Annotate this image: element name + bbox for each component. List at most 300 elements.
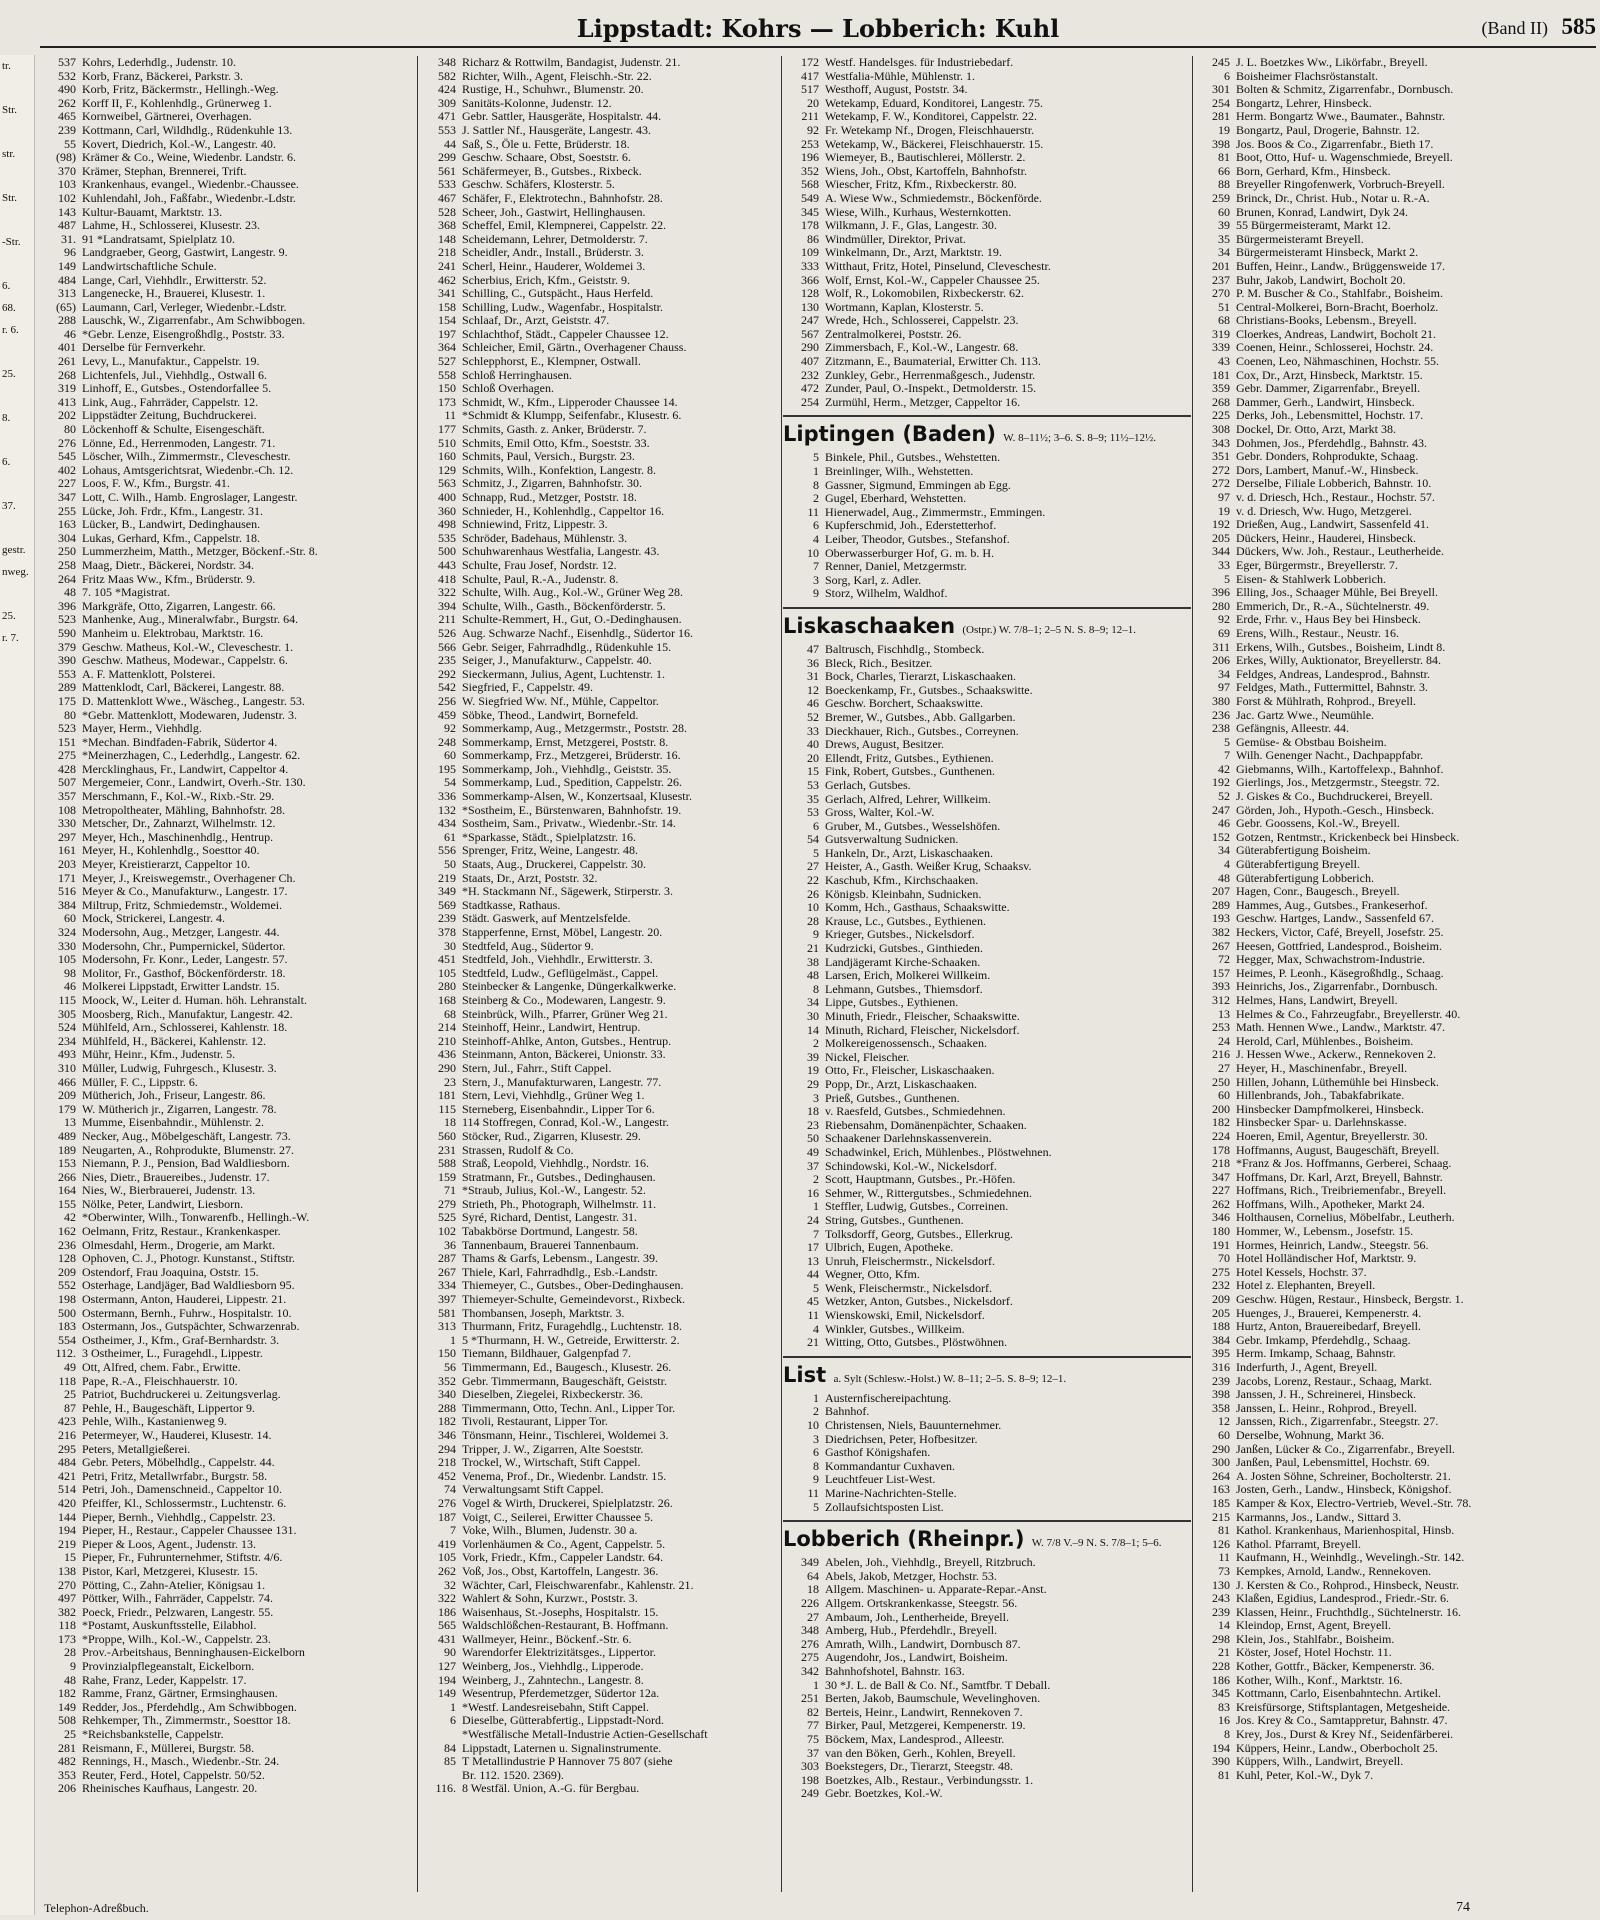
phone-number: 102	[438, 1225, 456, 1239]
phone-number: 290	[1212, 1442, 1230, 1456]
directory-entry	[1194, 844, 1594, 858]
subscriber-name: Dieckhauer, Rich., Gutsbes., Correynen.	[825, 724, 1019, 738]
directory-entry	[40, 1048, 416, 1062]
phone-number: 50	[807, 1132, 819, 1146]
directory-entry	[1194, 328, 1594, 342]
subscriber-name: Lauschk, W., Zigarrenfabr., Am Schwibbogen.	[82, 314, 306, 328]
subscriber-name: Hillen, Johann, Lüthemühle bei Hinsbeck.	[1236, 1075, 1439, 1089]
phone-number: 553	[438, 123, 456, 137]
phone-number: 299	[438, 151, 456, 165]
phone-number: 5	[813, 1500, 819, 1514]
subscriber-name: Syré, Richard, Dentist, Langestr. 31.	[462, 1211, 637, 1225]
directory-entry	[1194, 1619, 1594, 1633]
directory-entry	[783, 684, 1191, 698]
directory-entry	[783, 192, 1191, 206]
subscriber-name: Ramme, Franz, Gärtner, Ermsinghausen.	[82, 1687, 278, 1701]
directory-entry	[420, 314, 780, 328]
subscriber-name: Sommerkamp, Lud., Spedition, Cappelstr. 26.	[462, 776, 682, 790]
phone-number: 52	[807, 710, 819, 724]
phone-number: 527	[438, 355, 456, 369]
phone-number: 150	[438, 382, 456, 396]
subscriber-name: Fink, Robert, Gutsbes., Gunthenen.	[825, 765, 995, 779]
subscriber-name: Kultur-Bauamt, Marktstr. 13.	[82, 205, 223, 219]
subscriber-name: Berteis, Heinr., Landwirt, Rennekoven 7.	[825, 1705, 1023, 1719]
phone-number: 378	[438, 926, 456, 939]
phone-number: 29	[807, 1077, 819, 1091]
phone-number: 194	[438, 1673, 456, 1687]
directory-entry	[1194, 613, 1594, 627]
directory-entry	[783, 1733, 1191, 1747]
directory-entry	[420, 1511, 780, 1525]
directory-entry	[420, 1782, 780, 1796]
subscriber-name: Born, Gerhard, Kfm., Hinsbeck.	[1236, 164, 1391, 178]
phone-number: 54	[807, 833, 819, 847]
phone-number: 358	[1212, 1401, 1230, 1415]
directory-entry	[40, 709, 416, 723]
edge-fragment: 25.	[2, 368, 16, 380]
subscriber-name: Tannenbaum, Brauerei Tannenbaum.	[462, 1238, 639, 1252]
subscriber-name: Weinberg, J., Zahntechn., Langestr. 8.	[462, 1673, 644, 1687]
phone-number: 40	[807, 738, 819, 752]
subscriber-name: Herm. Bongartz Wwe., Baumater., Bahnstr.	[1236, 110, 1446, 124]
subscriber-name: Lichtenfels, Jul., Viehhdlg., Ostwall 6.	[82, 368, 268, 382]
directory-entry	[783, 465, 1191, 479]
phone-number: 542	[438, 681, 456, 695]
directory-entry	[420, 1130, 780, 1144]
subscriber-name: Ostermann, Bernh., Fuhrw., Hospitalstr. 10.	[82, 1306, 292, 1320]
directory-entry	[420, 464, 780, 478]
subscriber-name: Landgraeber, Georg, Gastwirt, Langestr. 9.	[82, 246, 288, 260]
column-divider	[417, 56, 418, 1892]
phone-number: 97	[1218, 491, 1230, 504]
directory-entry	[783, 956, 1191, 970]
directory-entry	[420, 233, 780, 247]
subscriber-name: Stedtfeld, Ludw., Geflügelmäst., Cappel.	[462, 966, 659, 980]
directory-entry	[40, 1361, 416, 1375]
phone-number: 85	[444, 1755, 456, 1769]
phone-number: 45	[807, 1295, 819, 1309]
directory-entry	[420, 736, 780, 750]
phone-number: 268	[58, 368, 76, 382]
subscriber-name: Schulte, Wilh. Aug., Kol.-W., Grüner Weg 28.	[462, 586, 683, 600]
phone-number: 68	[1218, 314, 1230, 328]
phone-number: 568	[801, 178, 819, 192]
phone-number: 237	[1212, 273, 1230, 287]
column-divider	[781, 56, 782, 1892]
directory-entry	[420, 1483, 780, 1497]
phone-number: 497	[58, 1592, 76, 1606]
subscriber-name: Scott, Hauptmann, Gutsbes., Pr.-Höfen.	[825, 1173, 1016, 1187]
subscriber-name: Wilkmann, J. F., Glas, Langestr. 30.	[825, 219, 997, 233]
subscriber-name: Schadwinkel, Erich, Mühlenbes., Plöstwehnen.	[825, 1145, 1052, 1159]
phone-number: 173	[438, 395, 456, 409]
directory-entry	[783, 1501, 1191, 1515]
phone-number: 197	[438, 327, 456, 341]
phone-number: 6	[813, 1446, 819, 1460]
subscriber-name: Küppers, Heinr., Landw., Oberbocholt 25.	[1236, 1741, 1438, 1755]
phone-number: 262	[438, 1564, 456, 1578]
phone-number: 15	[64, 1551, 76, 1565]
phone-number: 109	[801, 246, 819, 260]
phone-number: 30	[807, 1010, 819, 1023]
phone-number: 275	[801, 1651, 819, 1665]
subscriber-name: Allgem. Ortskrankenkasse, Steegstr. 56.	[825, 1596, 1018, 1610]
subscriber-name: Coenen, Leo, Nähmaschinen, Hochstr. 55.	[1236, 355, 1439, 369]
subscriber-name: Bremer, W., Gutsbes., Abb. Gallgarben.	[825, 710, 1016, 724]
phone-number: 10	[807, 901, 819, 915]
subscriber-name: Klassen, Heinr., Fruchthdlg., Süchtelnerstr. 16.	[1236, 1605, 1461, 1619]
phone-number: 47	[807, 642, 819, 656]
phone-number: 264	[58, 572, 76, 586]
subscriber-name: Mergemeier, Conr., Landwirt, Overh.-Str. 130.	[82, 776, 306, 790]
subscriber-name: Linhoff, E., Gutsbes., Ostendorfallee 5.	[82, 382, 272, 396]
subscriber-name: Sterneberg, Eisenbahndir., Lipper Tor 6.	[462, 1102, 655, 1116]
phone-number: 11	[1218, 1551, 1230, 1565]
edge-fragment	[0, 77, 34, 99]
phone-number: 428	[58, 762, 76, 776]
directory-entry	[1194, 409, 1594, 423]
phone-number: 1	[450, 1700, 456, 1714]
subscriber-name: Stern, J., Manufakturwaren, Langestr. 77.	[462, 1075, 662, 1089]
directory-entry	[420, 1198, 780, 1212]
directory-column-1	[40, 56, 416, 1892]
phone-number: 20	[807, 96, 819, 110]
phone-number: 132	[438, 803, 456, 817]
directory-entry	[40, 382, 416, 396]
phone-number: 5	[1224, 572, 1230, 586]
directory-entry	[1194, 1470, 1594, 1484]
subscriber-name: Huenges, J., Brauerei, Kempenerstr. 4.	[1236, 1306, 1422, 1320]
subscriber-name: Gasthof Königshafen.	[825, 1446, 931, 1460]
phone-number: 9	[813, 928, 819, 942]
subscriber-name: Stedtfeld, Joh., Viehhdlr., Erwitterstr. 3.	[462, 953, 653, 967]
subscriber-name: Steinbrück, Wilh., Pfarrer, Grüner Weg 21.	[462, 1007, 668, 1021]
subscriber-name: Modersohn, Chr., Pumpernickel, Südertor.	[82, 939, 286, 953]
phone-number: 423	[58, 1415, 76, 1429]
phone-number: 2	[813, 1405, 819, 1419]
phone-number: 105	[438, 1551, 456, 1565]
phone-number: 526	[438, 626, 456, 640]
directory-entry	[40, 1728, 416, 1742]
directory-entry	[420, 627, 780, 641]
edge-fragment	[0, 121, 34, 143]
subscriber-name: Boisheimer Flachsröstanstalt.	[1236, 69, 1378, 83]
subscriber-name: Pape, R.-A., Fleischhauerstr. 10.	[82, 1374, 238, 1388]
directory-entry	[420, 668, 780, 682]
subscriber-name: Kuhlendahl, Joh., Faßfabr., Wiedenbr.-Ldstr.	[82, 191, 296, 205]
subscriber-name: Jacobs, Lorenz, Restaur., Schaag, Markt.	[1236, 1374, 1432, 1388]
directory-entry	[420, 1714, 780, 1728]
directory-entry	[1194, 654, 1594, 668]
subscriber-name: Diedrichsen, Peter, Hofbesitzer.	[825, 1432, 978, 1446]
phone-number: 346	[438, 1428, 456, 1442]
subscriber-name: *Straub, Julius, Kol.-W., Langestr. 52.	[462, 1184, 646, 1198]
phone-number: 419	[438, 1537, 456, 1551]
directory-column-3	[783, 56, 1191, 1892]
phone-number: 5	[813, 451, 819, 465]
phone-number: 558	[438, 368, 456, 382]
phone-number: 533	[438, 178, 456, 192]
subscriber-name: Heimes, P. Leonh., Käsegroßhdlg., Schaag.	[1236, 966, 1444, 980]
phone-number: 39	[807, 1050, 819, 1064]
subscriber-name: Jac. Gartz Wwe., Neumühle.	[1236, 708, 1375, 722]
subscriber-name: Korb, Franz, Bäckerei, Parkstr. 3.	[82, 69, 243, 83]
subscriber-name: Gemüse- & Obstbau Boisheim.	[1236, 735, 1387, 749]
subscriber-name: Güterabfertigung Lobberich.	[1236, 871, 1374, 885]
directory-entry	[40, 953, 416, 967]
directory-entry	[420, 885, 780, 899]
subscriber-name: Gugel, Eberhard, Wehstetten.	[825, 492, 967, 506]
phone-number: 235	[438, 654, 456, 668]
subscriber-name: Zunder, Paul, O.-Inspekt., Detmolderstr. 15.	[825, 382, 1037, 396]
subscriber-name: Aug. Schwarze Nachf., Eisenhdlg., Südertor 16.	[462, 626, 693, 640]
directory-entry	[783, 1336, 1191, 1350]
subscriber-name: Oelmann, Fritz, Restaur., Krankenkasper.	[82, 1225, 281, 1239]
directory-entry	[40, 1388, 416, 1402]
subscriber-name: Wrede, Hch., Schlosserei, Cappelstr. 23.	[825, 314, 1019, 328]
directory-entry	[420, 1157, 780, 1171]
directory-entry	[40, 641, 416, 655]
directory-entry	[40, 1701, 416, 1715]
directory-entry	[420, 355, 780, 369]
directory-entry	[420, 83, 780, 97]
directory-entry	[783, 341, 1191, 355]
directory-entry	[420, 953, 780, 967]
subscriber-name: Maag, Dietr., Bäckerei, Nordstr. 34.	[82, 558, 254, 572]
phone-number: 44	[444, 137, 456, 151]
edge-fragment	[0, 341, 34, 363]
directory-entry	[420, 858, 780, 872]
subscriber-name: Cloerkes, Andreas, Landwirt, Bocholt 21.	[1236, 327, 1436, 341]
directory-entry	[1194, 885, 1594, 899]
phone-number: 209	[58, 1265, 76, 1279]
phone-number: 60	[64, 912, 76, 926]
directory-entry	[1194, 1388, 1594, 1402]
directory-entry	[420, 681, 780, 695]
subscriber-name: Larsen, Erich, Molkerei Willkeim.	[825, 969, 991, 983]
phone-number: 301	[1212, 83, 1230, 97]
directory-entry	[783, 1078, 1191, 1092]
subscriber-name: *Sparkasse, Städt., Spielplatzstr. 16.	[462, 830, 636, 844]
phone-number: 46	[807, 697, 819, 711]
directory-entry	[420, 573, 780, 587]
phone-number: 1	[813, 465, 819, 479]
subscriber-name: Heckers, Victor, Café, Breyell, Josefstr. 25.	[1236, 926, 1444, 939]
phone-number: 23	[807, 1118, 819, 1132]
phone-number: 16	[1218, 1714, 1230, 1728]
subscriber-name: Kohrs, Lederhdlg., Judenstr. 10.	[82, 56, 236, 69]
subscriber-name: Osterhage, Landjäger, Bad Waldliesborn 95.	[82, 1279, 295, 1293]
subscriber-name: Müller, Ludwig, Fuhrgesch., Klusestr. 3.	[82, 1061, 277, 1075]
phone-number: 48	[64, 1673, 76, 1687]
directory-entry	[40, 355, 416, 369]
directory-entry	[420, 872, 780, 886]
phone-number: 351	[1212, 450, 1230, 464]
subscriber-name: Sanitäts-Kolonne, Judenstr. 12.	[462, 96, 612, 110]
phone-number: 164	[58, 1184, 76, 1198]
directory-entry	[420, 1415, 780, 1429]
phone-number: 19	[1218, 123, 1230, 137]
directory-entry	[1194, 776, 1594, 790]
phone-number: 18	[444, 1116, 456, 1130]
phone-number: 192	[1212, 776, 1230, 790]
directory-entry	[420, 382, 780, 396]
phone-number: 241	[438, 259, 456, 273]
directory-entry	[783, 506, 1191, 520]
phone-number: 219	[58, 1537, 76, 1551]
subscriber-name: Jos. Boos & Co., Zigarrenfabr., Bieth 17.	[1236, 137, 1434, 151]
directory-entry	[1194, 573, 1594, 587]
phone-number: 276	[801, 1637, 819, 1651]
phone-number: 182	[58, 1687, 76, 1701]
directory-entry	[1194, 980, 1594, 994]
subscriber-name: Hammes, Aug., Gutsbes., Frankeserhof.	[1236, 898, 1428, 912]
phone-number: 53	[807, 778, 819, 792]
phone-number: 6	[450, 1714, 456, 1728]
phone-number: 186	[438, 1605, 456, 1619]
directory-entry	[420, 409, 780, 423]
directory-entry	[40, 477, 416, 491]
phone-number: 343	[1212, 436, 1230, 450]
directory-entry	[1194, 1116, 1594, 1130]
directory-entry	[40, 1606, 416, 1620]
directory-entry	[1194, 1266, 1594, 1280]
directory-entry	[1194, 627, 1594, 641]
directory-entry	[1194, 382, 1594, 396]
edge-fragment: 68.	[2, 302, 16, 314]
subscriber-name: Vorlenhäumen & Co., Agent, Cappelstr. 5.	[462, 1537, 666, 1551]
phone-number: 112.	[55, 1347, 76, 1361]
directory-entry	[1194, 1415, 1594, 1429]
subscriber-name: Kother, Gottfr., Bäcker, Kempenerstr. 36.	[1236, 1660, 1435, 1674]
subscriber-name: Allgem. Maschinen- u. Apparate-Repar.-Anst.	[825, 1583, 1047, 1597]
directory-entry	[783, 328, 1191, 342]
phone-number: 535	[438, 531, 456, 545]
subscriber-name: Lippstadt, Laternen u. Signalinstrumente.	[462, 1741, 662, 1755]
directory-entry	[420, 138, 780, 152]
subscriber-name: Nölke, Peter, Landwirt, Liesborn.	[82, 1197, 244, 1211]
phone-number: 60	[1218, 1089, 1230, 1103]
subscriber-name: Janssen, J. H., Schreinerei, Hinsbeck.	[1236, 1388, 1416, 1402]
directory-entry	[1194, 1198, 1594, 1212]
directory-entry	[420, 70, 780, 84]
directory-entry	[420, 56, 780, 70]
subscriber-name: Lönne, Ed., Herrenmoden, Langestr. 71.	[82, 436, 276, 450]
directory-entry	[783, 1597, 1191, 1611]
phone-number: 116.	[435, 1782, 456, 1796]
phone-number: 178	[1212, 1143, 1230, 1157]
phone-number: 267	[438, 1265, 456, 1279]
directory-entry	[1194, 1252, 1594, 1266]
phone-number: 393	[1212, 980, 1230, 994]
directory-entry	[40, 1008, 416, 1022]
directory-entry	[1194, 124, 1594, 138]
subscriber-name: Pötting, C., Zahn-Atelier, Königsau 1.	[82, 1578, 266, 1592]
phone-number: 159	[438, 1170, 456, 1184]
subscriber-name: Krämer, Stephan, Brennerei, Trift.	[82, 164, 247, 178]
subscriber-name: Tönsmann, Heinr., Tischlerei, Woldemei 3.	[462, 1428, 669, 1442]
phone-number: 193	[1212, 912, 1230, 926]
directory-entry	[1194, 341, 1594, 355]
phone-number: 346	[1212, 1211, 1230, 1225]
directory-entry	[420, 1646, 780, 1660]
phone-number: 54	[444, 776, 456, 790]
subscriber-name: Drießen, Aug., Landwirt, Sassenfeld 41.	[1236, 518, 1429, 532]
subscriber-name: Molkereigenossensch., Schaaken.	[825, 1037, 987, 1051]
subscriber-name: Gerlach, Gutsbes.	[825, 778, 911, 792]
subscriber-name: Pieper, Bernh., Viehhdlg., Cappelstr. 23.	[82, 1510, 276, 1524]
subscriber-name: Straß, Leopold, Viehhdlg., Nordstr. 16.	[462, 1157, 650, 1171]
subscriber-name: Amrath, Wilh., Landwirt, Dornbusch 87.	[825, 1637, 1021, 1651]
phone-number: 198	[58, 1293, 76, 1307]
subscriber-name: Wilh. Genenger Nacht., Dachpappfabr.	[1236, 749, 1424, 763]
phone-number: 177	[438, 423, 456, 437]
phone-number: 87	[64, 1401, 76, 1415]
subscriber-name: Kathol. Pfarramt, Breyell.	[1236, 1537, 1361, 1551]
phone-number: 80	[64, 423, 76, 437]
edge-fragment: r. 6.	[2, 324, 19, 336]
directory-entry	[783, 752, 1191, 766]
directory-entry	[1194, 668, 1594, 682]
phone-number: 10	[807, 546, 819, 560]
directory-entry	[420, 1225, 780, 1239]
phone-number: 348	[438, 56, 456, 69]
subscriber-name: Sieckermann, Julius, Agent, Luchtenstr. 1.	[462, 667, 665, 681]
office-hours: (Ostpr.) W. 7/8–1; 2–5 N. S. 8–9; 12–1.	[962, 623, 1136, 636]
directory-entry	[1194, 953, 1594, 967]
phone-number: 24	[807, 1213, 819, 1227]
page-title: Lippstadt: Kohrs — Lobberich: Kuhl	[576, 14, 1060, 43]
subscriber-name: Heinrichs, Jos., Zigarrenfabr., Dornbusch.	[1236, 980, 1438, 994]
phone-number: 310	[58, 1061, 76, 1075]
subscriber-name: Nies, Dietr., Brauereibes., Judenstr. 17.	[82, 1170, 270, 1184]
directory-entry	[783, 1651, 1191, 1665]
subscriber-name: Breinlinger, Wilh., Wehstetten.	[825, 465, 974, 479]
subscriber-name: Boot, Otto, Huf- u. Wagenschmiede, Breyell.	[1236, 151, 1453, 165]
directory-entry	[1194, 790, 1594, 804]
directory-entry	[783, 1241, 1191, 1255]
directory-entry	[40, 763, 416, 777]
phone-number: 465	[58, 110, 76, 124]
directory-entry	[1194, 1592, 1594, 1606]
subscriber-name: *Mechan. Bindfaden-Fabrik, Südertor 4.	[82, 735, 278, 749]
phone-number: 581	[438, 1306, 456, 1320]
directory-entry	[420, 110, 780, 124]
subscriber-name: Patriot, Buchdruckerei u. Zeitungsverlag.	[82, 1388, 281, 1402]
phone-number: 549	[801, 191, 819, 205]
directory-entry	[1194, 545, 1594, 559]
subscriber-name: Geschw. Schäfers, Klosterstr. 5.	[462, 178, 615, 192]
subscriber-name: 30 *J. L. de Ball & Co. Nf., Samtfbr. T Deball.	[825, 1678, 1051, 1692]
phone-number: 254	[1212, 96, 1230, 110]
directory-entry	[783, 287, 1191, 301]
subscriber-name: Eger, Bürgermstr., Breyellerstr. 7.	[1236, 558, 1398, 572]
directory-entry	[783, 219, 1191, 233]
phone-number: 255	[58, 504, 76, 518]
subscriber-name: Bahnhof.	[825, 1405, 870, 1419]
phone-number: 21	[1218, 1646, 1230, 1660]
subscriber-name: Schnapp, Rud., Metzger, Poststr. 18.	[462, 491, 637, 504]
subscriber-name: Nickel, Fleischer.	[825, 1050, 910, 1064]
directory-entry	[40, 1429, 416, 1443]
directory-entry	[420, 341, 780, 355]
edge-fragment	[0, 253, 34, 275]
subscriber-name: Ostendorf, Frau Joaquina, Oststr. 15.	[82, 1265, 259, 1279]
phone-number: 194	[58, 1524, 76, 1538]
directory-entry	[783, 996, 1191, 1010]
phone-number: 370	[58, 164, 76, 178]
subscriber-name: Wiemeyer, B., Bautischlerei, Möllerstr. 2.	[825, 151, 1026, 165]
